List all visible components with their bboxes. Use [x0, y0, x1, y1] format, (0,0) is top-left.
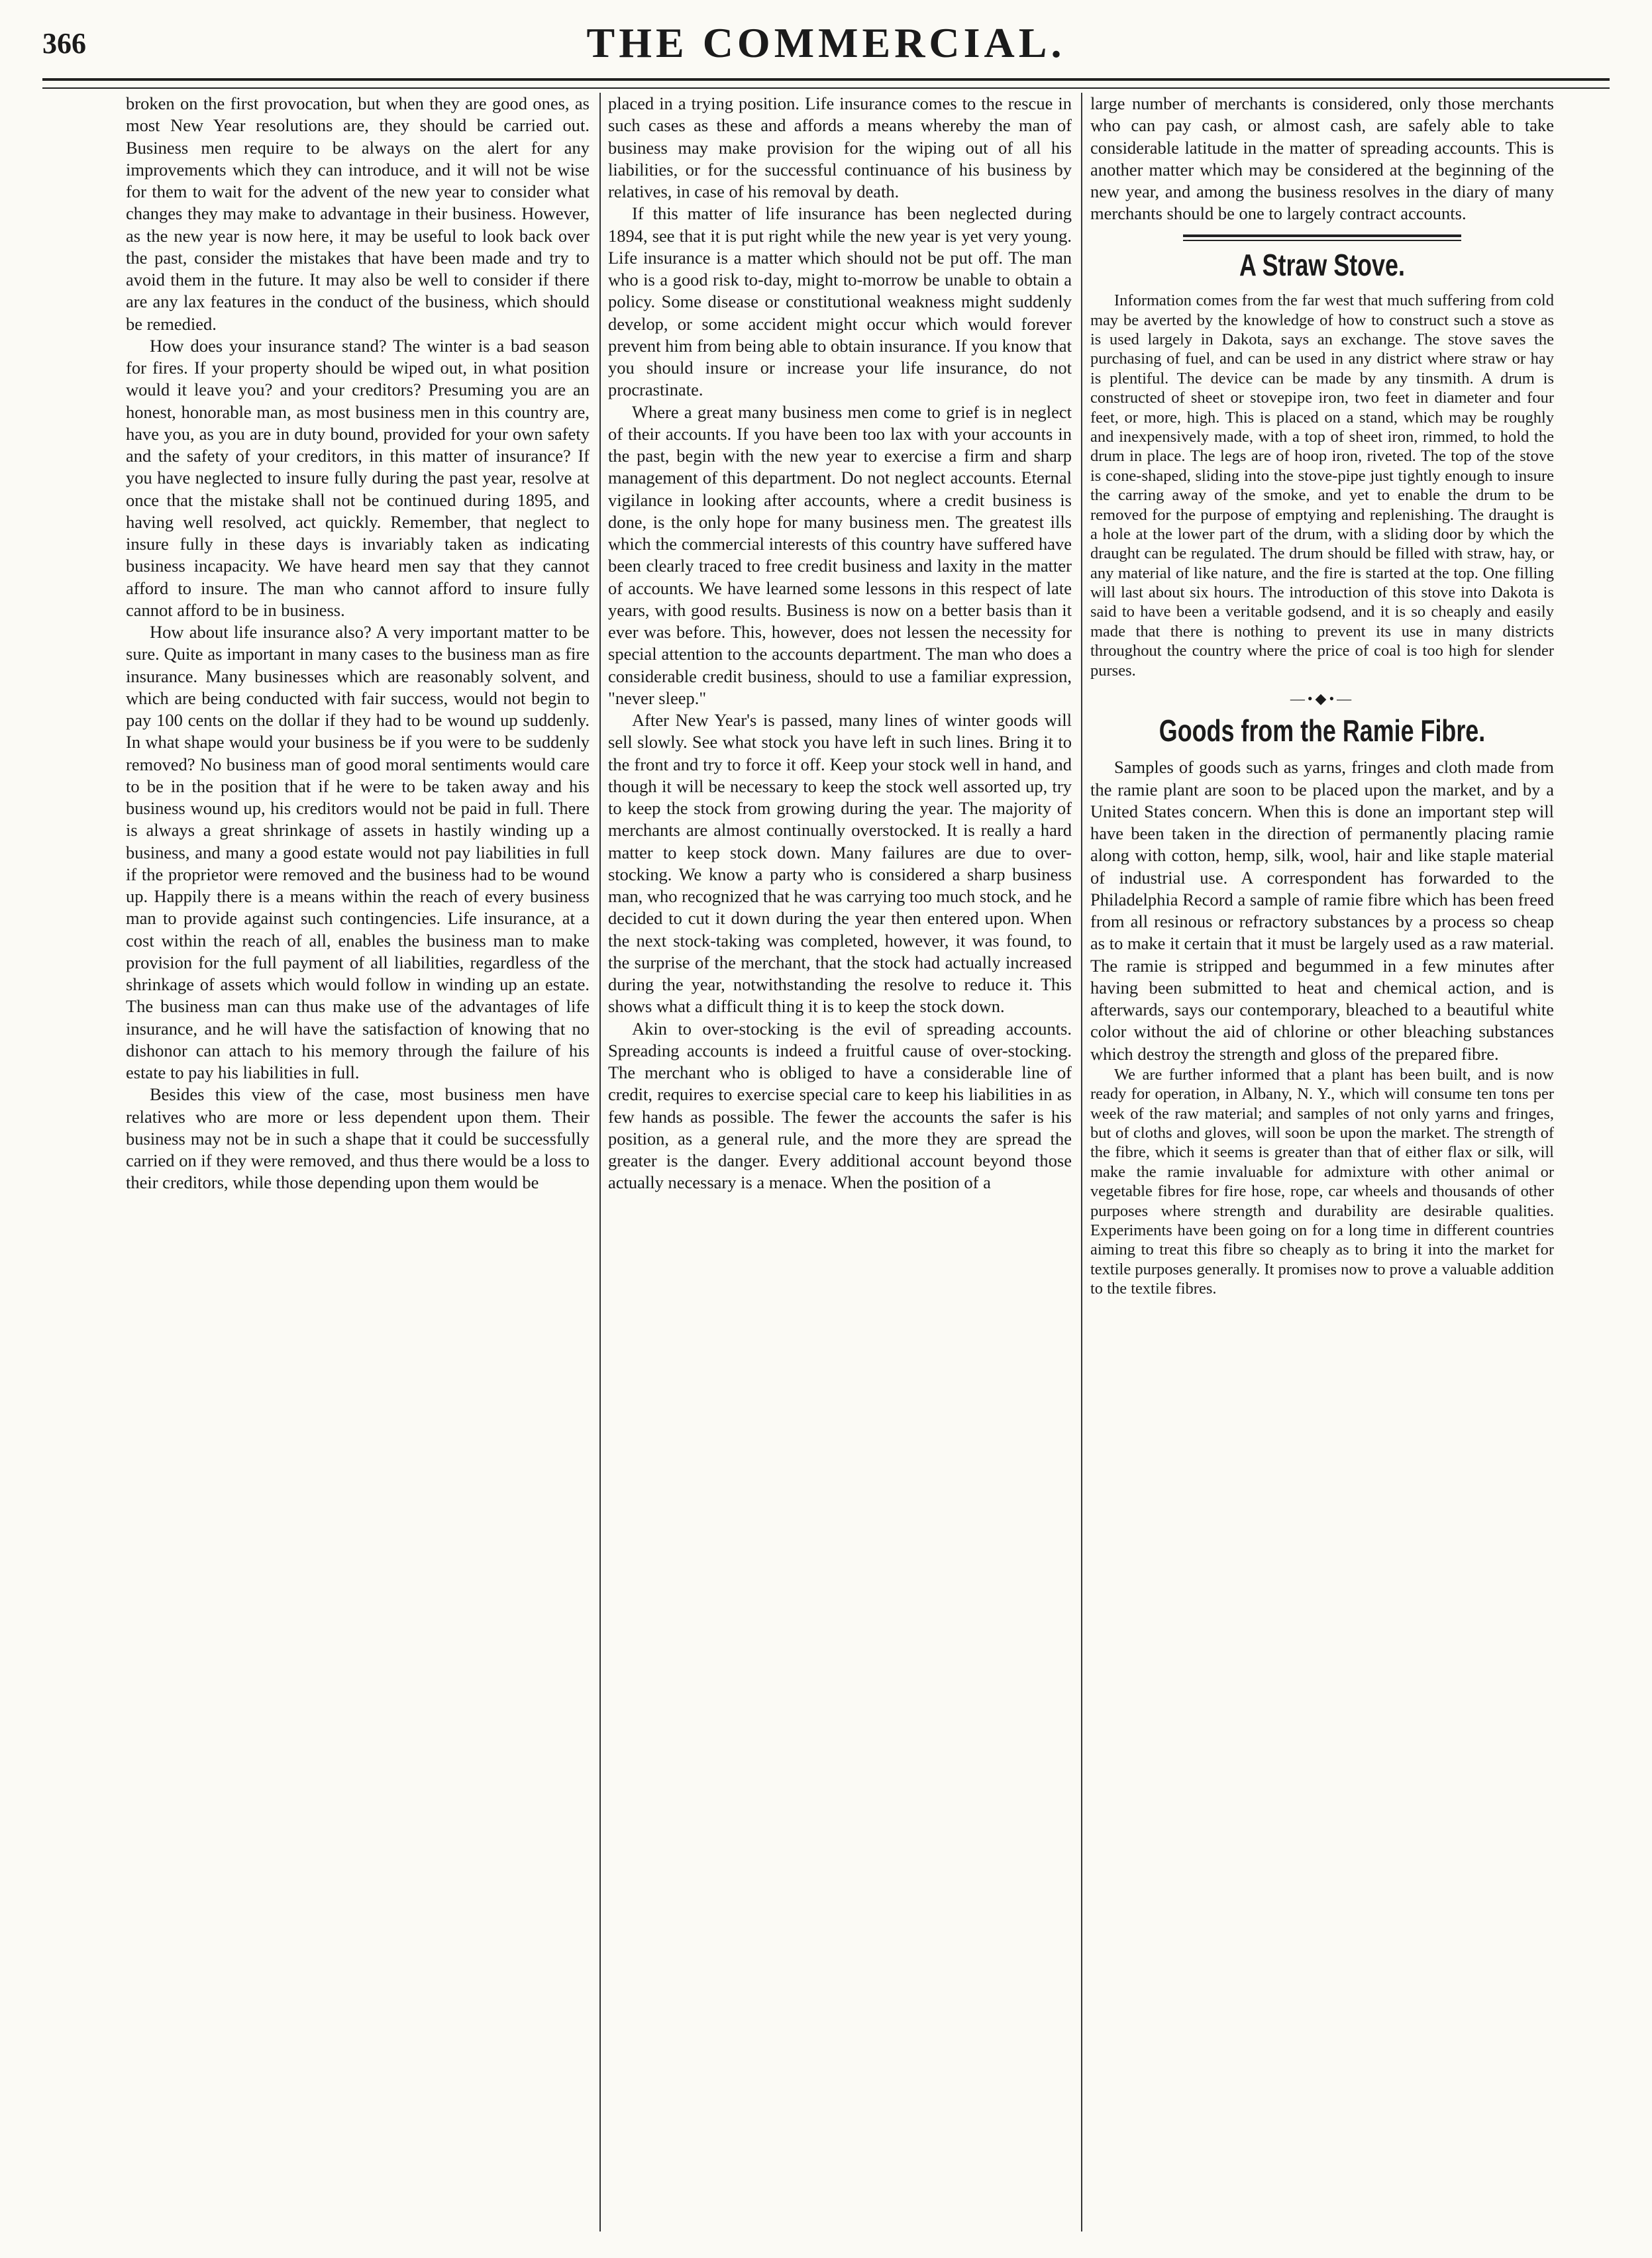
- paragraph: broken on the first provocation, but when they are good ones, as most New Year resolutions are, they should be carried out. Business men require to be always on the alert for any improvements which they can introduce, and it will not be wise for them to wait for the advent of the new year to consider what changes they may make to advantage in their business. However, as the new year is now here, it may be useful to look back over the past, consider the mistakes that have been made and try to avoid them in the future. It may also be well to consider if there are any lax features in the conduct of the business, which should be remedied.: [126, 93, 590, 334]
- paragraph: Where a great many business men come to grief is in neglect of their accounts. If you have been too lax with your accounts in the past, begin with the new year to exercise a firm and sharp management of this department. Do not neglect accounts. Eternal vigilance in looking after accounts, where a credit business is done, is the only hope for many business men. The greatest ills which the commercial interests of this country have suffered have been clearly traced to free credit business and laxity in the matter of accounts. We have learned some lessons in this respect of late years, with good results. Business is now on a better basis than it ever was before. This, however, does not lessen the necessity for special attention to the accounts department. The man who does a considerable credit business, should to use a familiar expression, "never sleep.": [608, 401, 1072, 708]
- paragraph: Samples of goods such as yarns, fringes and cloth made from the ramie plant are soon to be placed upon the market, and by a United States concern. When this is done an important step will have been taken in the direction of permanently placing ramie along with cotton, hemp, silk, wool, hair and like staple material of industrial use. A correspondent has forwarded to the Philadelphia Record a sample of ramie fibre which has been freed from all resinous or refractory substances by a process so cheap as to make it certain that it must be largely used as a raw material. The ramie is stripped and begummed in a few minutes after having been submitted to heat and chemical action, and is afterwards, says our contemporary, bleached to a beautiful white color without the aid of chlorine or other bleaching substances which destroy the strength and gloss of the prepared fibre.: [1090, 757, 1554, 1064]
- column-divider: [599, 93, 601, 2232]
- column-1: [126, 93, 590, 2232]
- headline-straw-stove: A Straw Stove.: [1239, 247, 1405, 282]
- masthead-title: THE COMMERCIAL.: [586, 19, 1066, 66]
- paragraph: We are further informed that a plant has been built, and is now ready for operation, in Albany, N. Y., which will consume ten tons per week of the raw material; and samples of not only yarns and fringes, but of cloths and gloves, will soon be upon the market. The strength of the fibre, which it seems is greater than that of either flax or silk, will make the ramie invaluable for admixture with other animal or vegetable fibres for fire hose, rope, car wheels and thousands of other purposes where strength and durability are desirable qualities. Experiments have been going on for a long time in different countries aiming to treat this fibre so cheaply as to bring it into the market for textile purposes generally. It promises now to prove a valuable addition to the textile fibres.: [1090, 1065, 1554, 1298]
- column-3: [1090, 93, 1554, 2232]
- masthead-rule: [42, 78, 1610, 89]
- column-divider: [1081, 93, 1082, 2232]
- section-rule: [1183, 234, 1461, 241]
- page-number: 366: [42, 27, 86, 60]
- paragraph: How does your insurance stand? The winter is a bad season for fires. If your property should be wiped out, in what position would it leave you? and your creditors? Presuming you are an honest, honorable man, as most business men in this country are, have you, as you are in duty bound, provided for your own safety and the safety of your creditors, in this matter of insurance? If you have neglected to insure fully during the past year, resolve at once that the mistake shall not be continued during 1895, and having well resolved, act quickly. Remember, that neglect to insure fully in these days is invariably taken as indicating business incapacity. We have heard men say that they cannot afford to insure. The man who cannot afford to insure fully cannot afford to be in business.: [126, 335, 590, 620]
- ornament-divider: —•◆•—: [1290, 690, 1355, 707]
- paragraph: large number of merchants is considered, only those merchants who can pay cash, or almost cash, are safely able to take considerable latitude in the matter of spreading accounts. This is another matter which may be considered at the beginning of the new year, and among the business resolves in the diary of many merchants should be one to largely contract accounts.: [1090, 93, 1554, 224]
- paragraph: placed in a trying position. Life insurance comes to the rescue in such cases as these and affords a means whereby the man of business may make provision for the wiping out of all his liabilities, or for the successful continuance of his business by relatives, in case of his removal by death.: [608, 93, 1072, 201]
- paragraph: Besides this view of the case, most business men have relatives who are more or less dependent upon them. Their business may not be in such a shape that it could be successfully carried on if they were removed, and thus there would be a loss to their creditors, while those depending upon them would be: [126, 1084, 590, 1193]
- paragraph: After New Year's is passed, many lines of winter goods will sell slowly. See what stock you have left in such lines. Bring it to the front and try to force it off. Keep your stock well in hand, and though it will be necessary to keep the stock well assorted up, try to keep the stock from growing during the year. The majority of merchants are almost continually overstocked. It is really a hard matter to keep stock down. Many failures are due to over-stocking. We know a party who is considered a sharp business man, who recognized that he was carrying too much stock, and he decided to cut it down during the year then entered upon. When the next stock-taking was completed, however, it was found, to the surprise of the merchant, that the stock had actually increased during the year, notwithstanding the resolve to reduce it. This shows what a difficult thing it is to keep the stock down.: [608, 710, 1072, 1017]
- paragraph: How about life insurance also? A very important matter to be sure. Quite as important in many cases to the business man as fire insurance. Many businesses which are reasonably solvent, and which are being conducted with fair success, would not begin to pay 100 cents on the dollar if they had to be wound up suddenly. In what shape would your business be if you were to be suddenly removed? No business man of good moral sentiments would care to be in the position that if he were to be taken away and his business wound up, his creditors would not be paid in full. There is always a great shrinkage of assets in hastily winding up a business, and many a good estate would not pay liabilities in full if the proprietor were removed and the business had to be wound up. Happily there is a means within the reach of every business man to provide against such contingencies. Life insurance, at a cost within the reach of all, enables the business man to make provision for the full payment of all liabilities, regardless of the shrinkage of assets which would follow in winding up an estate. The business man can thus make use of the advantages of life insurance, and he will have the satisfaction of knowing that no dishonor can attach to his memory through the failure of his estate to pay his liabilities in full.: [126, 622, 590, 1082]
- paragraph: If this matter of life insurance has been neglected during 1894, see that it is put right while the new year is yet very young. Life insurance is a matter which should not be put off. The man who is a good risk to-day, might to-morrow be unable to obtain a policy. Some disease or constitutional weakness might suddenly develop, or some accident might occur which would forever prevent him from being able to obtain insurance. If you know that you should insure or increase your life insurance, do not procrastinate.: [608, 203, 1072, 400]
- headline-ramie: Goods from the Ramie Fibre.: [1159, 713, 1486, 748]
- paragraph: Akin to over-stocking is the evil of spreading accounts. Spreading accounts is indeed a fruitful cause of over-stocking. The merchant who is obliged to have a considerable line of credit, requires to exercise special care to keep his liabilities in as few hands as possible. The fewer the accounts the safer is his position, as a general rule, and the more they are spread the greater is the danger. Every additional account beyond those actually necessary is a menace. When the position of a: [608, 1018, 1072, 1193]
- column-2: [608, 93, 1072, 2232]
- paragraph: Information comes from the far west that much suffering from cold may be averted by the knowledge of how to construct such a stove as is used largely in Dakota, says an exchange. The stove saves the purchasing of fuel, and can be used in any district where straw or hay is plentiful. The device can be made by any tinsmith. A drum is constructed of sheet or stovepipe iron, two feet in diameter and four feet, or more, high. This is placed on a stand, which may be roughly and inexpensively made, with a top of sheet iron, rimmed, to hold the drum in place. The legs are of hoop iron, riveted. The top of the stove is cone-shaped, sliding into the stove-pipe just tightly enough to insure the carring away of the smoke, and yet to enable the drum to be removed for the purpose of emptying and replenishing. The draught is a hole at the lower part of the drum, with a sliding door by which the draught can be regulated. The drum should be filled with straw, hay, or any material of like nature, and the fire is started at the top. One filling will last about six hours. The introduction of this stove into Dakota is said to have been a veritable godsend, and it is so cheaply and easily made that there is nothing to prevent its use in many districts throughout the country where the price of coal is too high for slender purses.: [1090, 291, 1554, 680]
